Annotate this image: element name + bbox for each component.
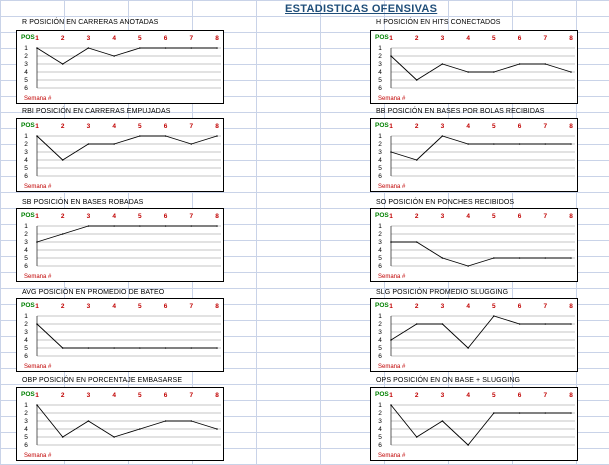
y-tick-label: 5 [24,255,28,263]
y-tick-label: 5 [24,165,28,173]
series-line [391,56,571,80]
data-point [570,323,572,325]
line-chart [371,119,579,193]
series-line [37,324,217,348]
data-point [139,225,141,227]
line-chart [17,119,225,193]
data-point [519,412,521,414]
y-tick-label: 3 [378,239,382,247]
data-point [62,347,64,349]
y-tick-label: 2 [24,53,28,61]
data-point [544,412,546,414]
data-point [88,225,90,227]
y-tick-label: 4 [24,157,28,165]
x-tick-label: 4 [466,392,470,399]
y-axis-label: POS [375,34,389,41]
data-point [544,63,546,65]
data-point [570,71,572,73]
x-tick-label: 4 [466,35,470,42]
x-tick-label: 2 [60,303,65,310]
x-tick-label: 5 [138,123,142,130]
y-tick-label: 1 [378,313,382,321]
y-axis-label: POS [375,302,389,309]
x-axis-label: Semana # [24,184,52,190]
y-tick-label: 2 [378,53,382,61]
data-point [442,420,444,422]
data-point [190,47,192,49]
x-tick-label: 7 [189,213,194,220]
y-tick-label: 1 [378,133,382,141]
x-tick-label: 4 [466,213,470,220]
x-axis-label: Semana # [378,364,406,370]
y-tick-label: 3 [378,61,382,69]
data-point [165,47,167,49]
y-tick-label: 1 [378,402,382,410]
x-tick-label: 5 [492,392,496,399]
y-tick-label: 2 [24,321,28,329]
chart-title: OPS POSICIÓN EN ON BASE + SLUGGING [376,377,521,384]
line-chart [371,388,579,462]
data-point [519,257,521,259]
data-point [113,55,115,57]
x-tick-label: 3 [86,35,91,42]
y-tick-label: 1 [378,45,382,53]
x-tick-label: 3 [440,35,445,42]
x-tick-label: 2 [414,392,419,399]
y-tick-label: 1 [24,223,28,231]
chart-panel [16,298,224,372]
data-point [493,257,495,259]
chart-panel [370,298,578,372]
y-tick-label: 6 [378,85,382,93]
x-tick-label: 4 [112,35,116,42]
x-axis-label: Semana # [24,96,52,102]
chart-panel [370,208,578,282]
x-tick-label: 7 [543,35,548,42]
x-axis-label: Semana # [378,453,406,459]
y-tick-label: 5 [378,77,382,85]
x-tick-label: 6 [163,213,168,220]
y-tick-label: 6 [378,173,382,181]
y-tick-label: 2 [378,321,382,329]
x-tick-label: 5 [492,123,496,130]
x-tick-label: 7 [189,123,194,130]
data-point [442,63,444,65]
x-tick-label: 8 [215,392,219,399]
data-point [113,143,115,145]
chart-title: BB POSICIÓN EN BASES POR BOLAS RECIBIDAS [376,108,545,115]
x-tick-label: 1 [35,392,39,399]
data-point [36,47,38,49]
x-tick-label: 6 [517,213,522,220]
data-point [165,347,167,349]
data-point [467,265,469,267]
data-point [113,436,115,438]
data-point [62,63,64,65]
x-tick-label: 8 [569,303,573,310]
x-tick-label: 5 [492,303,496,310]
y-tick-label: 1 [378,223,382,231]
x-tick-label: 3 [440,392,445,399]
data-point [416,323,418,325]
x-axis-label: Semana # [378,184,406,190]
x-tick-label: 3 [86,303,91,310]
data-point [544,323,546,325]
y-tick-label: 3 [24,239,28,247]
data-point [544,143,546,145]
x-tick-label: 8 [569,35,573,42]
data-point [390,55,392,57]
chart-title: SO POSICIÓN EN PONCHES RECIBIDOS [376,199,515,206]
y-tick-label: 1 [24,402,28,410]
data-point [416,159,418,161]
x-tick-label: 1 [389,303,393,310]
series-line [391,242,571,266]
data-point [442,323,444,325]
data-point [544,257,546,259]
x-tick-label: 7 [189,35,194,42]
x-tick-label: 6 [517,35,522,42]
x-tick-label: 4 [466,303,470,310]
x-tick-label: 8 [215,303,219,310]
x-tick-label: 1 [35,213,39,220]
x-axis-label: Semana # [24,453,52,459]
data-point [442,257,444,259]
y-tick-label: 5 [24,434,28,442]
x-tick-label: 6 [517,123,522,130]
y-axis-label: POS [375,212,389,219]
y-tick-label: 4 [378,426,382,434]
data-point [570,143,572,145]
data-point [216,347,218,349]
y-tick-label: 4 [24,247,28,255]
series-line [37,136,217,160]
y-axis-label: POS [375,122,389,129]
data-point [190,347,192,349]
x-axis-label: Semana # [24,274,52,280]
x-tick-label: 6 [163,392,168,399]
data-point [467,347,469,349]
data-point [416,436,418,438]
y-tick-label: 3 [24,418,28,426]
data-point [416,79,418,81]
data-point [36,323,38,325]
x-tick-label: 5 [138,392,142,399]
data-point [519,63,521,65]
y-tick-label: 3 [24,61,28,69]
x-tick-label: 7 [189,392,194,399]
data-point [493,412,495,414]
line-chart [371,209,579,283]
x-tick-label: 7 [543,213,548,220]
y-tick-label: 2 [24,141,28,149]
x-tick-label: 4 [112,392,116,399]
data-point [139,135,141,137]
data-point [390,339,392,341]
data-point [36,135,38,137]
x-tick-label: 5 [492,213,496,220]
y-tick-label: 4 [378,157,382,165]
x-tick-label: 2 [60,35,65,42]
y-tick-label: 2 [378,141,382,149]
data-point [165,135,167,137]
y-tick-label: 4 [378,247,382,255]
data-point [139,47,141,49]
data-point [88,347,90,349]
data-point [493,315,495,317]
chart-title: SB POSICIÓN EN BASES ROBADAS [22,199,144,206]
x-tick-label: 2 [414,303,419,310]
data-point [416,241,418,243]
line-chart [17,299,225,373]
y-tick-label: 4 [24,426,28,434]
page-title: ESTADISTICAS OFENSIVAS [285,3,438,15]
chart-panel [16,387,224,461]
x-tick-label: 1 [389,392,393,399]
x-axis-label: Semana # [378,96,406,102]
data-point [190,420,192,422]
data-point [62,233,64,235]
y-tick-label: 2 [378,410,382,418]
x-tick-label: 2 [60,213,65,220]
chart-title: SLG POSICIÓN PROMEDIO SLUGGING [376,289,509,296]
y-axis-label: POS [21,34,35,41]
chart-panel [16,118,224,192]
y-tick-label: 6 [24,85,28,93]
data-point [442,135,444,137]
y-tick-label: 6 [24,263,28,271]
data-point [36,241,38,243]
x-tick-label: 4 [466,123,470,130]
data-point [88,143,90,145]
y-tick-label: 5 [24,345,28,353]
x-tick-label: 8 [569,213,573,220]
y-axis-label: POS [21,302,35,309]
x-tick-label: 1 [35,303,39,310]
y-tick-label: 3 [378,418,382,426]
data-point [216,225,218,227]
y-tick-label: 6 [378,442,382,450]
chart-panel [370,30,578,104]
x-tick-label: 3 [440,303,445,310]
x-tick-label: 2 [60,392,65,399]
x-tick-label: 3 [440,213,445,220]
data-point [113,225,115,227]
data-point [216,135,218,137]
x-tick-label: 3 [86,213,91,220]
x-tick-label: 4 [112,213,116,220]
x-tick-label: 7 [543,123,548,130]
line-chart [371,299,579,373]
data-point [467,444,469,446]
line-chart [17,209,225,283]
y-tick-label: 3 [24,149,28,157]
x-tick-label: 5 [138,213,142,220]
x-tick-label: 1 [389,123,393,130]
x-tick-label: 6 [163,303,168,310]
y-tick-label: 3 [24,329,28,337]
x-axis-label: Semana # [378,274,406,280]
x-tick-label: 8 [215,35,219,42]
y-tick-label: 2 [24,231,28,239]
x-tick-label: 6 [163,35,168,42]
data-point [190,225,192,227]
y-tick-label: 4 [24,337,28,345]
data-point [216,428,218,430]
y-tick-label: 5 [378,255,382,263]
y-tick-label: 4 [24,69,28,77]
x-tick-label: 2 [414,123,419,130]
x-tick-label: 6 [163,123,168,130]
x-tick-label: 1 [389,35,393,42]
data-point [62,436,64,438]
data-point [216,47,218,49]
data-point [190,143,192,145]
y-tick-label: 2 [24,410,28,418]
chart-panel [16,208,224,282]
y-tick-label: 1 [24,45,28,53]
line-chart [17,388,225,462]
data-point [390,404,392,406]
y-tick-label: 5 [378,165,382,173]
y-tick-label: 4 [378,69,382,77]
chart-title: R POSICIÓN EN CARRERAS ANOTADAS [22,19,159,26]
data-point [570,412,572,414]
x-tick-label: 4 [112,303,116,310]
chart-panel [370,387,578,461]
x-tick-label: 3 [86,392,91,399]
data-point [88,420,90,422]
data-point [390,241,392,243]
y-tick-label: 6 [378,353,382,361]
chart-title: AVG POSICIÓN EN PROMEDIO DE BATEO [22,289,165,296]
data-point [467,71,469,73]
data-point [467,143,469,145]
y-tick-label: 5 [24,77,28,85]
y-tick-label: 6 [24,173,28,181]
x-tick-label: 7 [189,303,194,310]
x-tick-label: 3 [440,123,445,130]
data-point [139,347,141,349]
y-tick-label: 5 [378,345,382,353]
chart-panel [16,30,224,104]
y-tick-label: 1 [24,133,28,141]
y-tick-label: 2 [378,231,382,239]
y-tick-label: 6 [378,263,382,271]
x-tick-label: 4 [112,123,116,130]
chart-title: H POSICIÓN EN HITS CONECTADOS [376,19,501,26]
y-axis-label: POS [375,391,389,398]
x-tick-label: 2 [60,123,65,130]
data-point [390,151,392,153]
x-tick-label: 8 [569,392,573,399]
data-point [493,71,495,73]
data-point [519,323,521,325]
x-tick-label: 8 [215,213,219,220]
x-tick-label: 7 [543,392,548,399]
series-line [391,405,571,445]
y-tick-label: 3 [378,329,382,337]
x-tick-label: 2 [414,213,419,220]
series-line [391,136,571,160]
line-chart [371,31,579,105]
data-point [113,347,115,349]
x-tick-label: 6 [517,392,522,399]
x-tick-label: 8 [215,123,219,130]
line-chart [17,31,225,105]
data-point [570,257,572,259]
x-tick-label: 7 [543,303,548,310]
y-axis-label: POS [21,212,35,219]
chart-panel [370,118,578,192]
data-point [88,47,90,49]
y-tick-label: 1 [24,313,28,321]
x-tick-label: 1 [389,213,393,220]
y-axis-label: POS [21,122,35,129]
x-tick-label: 2 [414,35,419,42]
x-tick-label: 5 [492,35,496,42]
chart-title: OBP POSICIÓN EN PORCENTAJE EMBASARSE [22,377,183,384]
chart-title: RBI POSICIÓN EN CARRERAS EMPUJADAS [22,108,171,115]
data-point [519,143,521,145]
y-tick-label: 3 [378,149,382,157]
y-tick-label: 6 [24,442,28,450]
data-point [493,143,495,145]
data-point [139,428,141,430]
data-point [62,159,64,161]
y-tick-label: 5 [378,434,382,442]
y-tick-label: 6 [24,353,28,361]
x-tick-label: 8 [569,123,573,130]
x-tick-label: 3 [86,123,91,130]
y-tick-label: 4 [378,337,382,345]
x-tick-label: 6 [517,303,522,310]
x-tick-label: 5 [138,303,142,310]
x-tick-label: 1 [35,123,39,130]
x-tick-label: 5 [138,35,142,42]
data-point [165,225,167,227]
x-axis-label: Semana # [24,364,52,370]
data-point [36,404,38,406]
y-axis-label: POS [21,391,35,398]
x-tick-label: 1 [35,35,39,42]
data-point [165,420,167,422]
